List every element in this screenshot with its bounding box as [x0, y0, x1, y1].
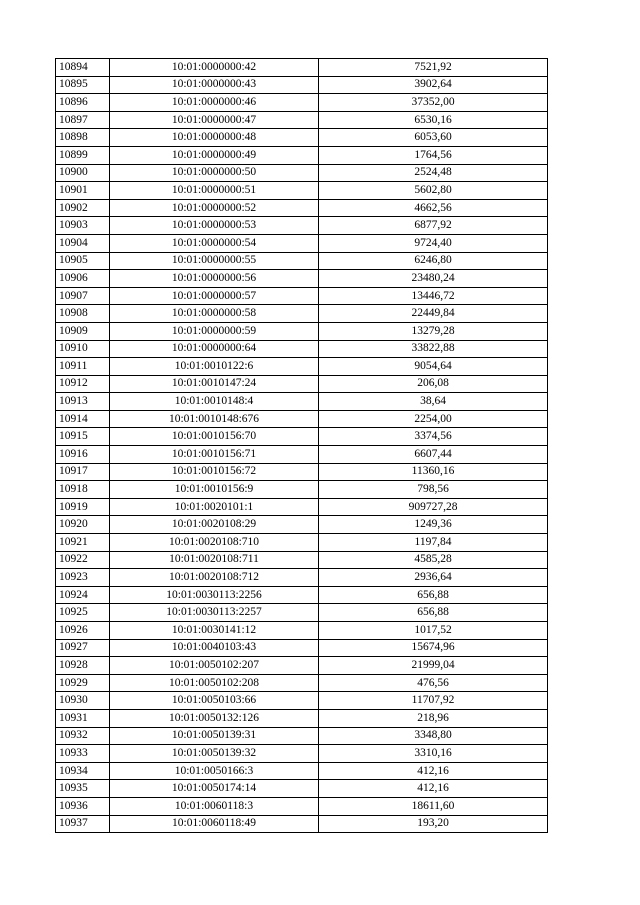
table-row	[56, 59, 548, 77]
table-row	[56, 709, 548, 727]
row-number-cell: 10903	[56, 217, 110, 235]
cadastral-number-cell: 10:01:0020101:1	[110, 498, 319, 516]
row-number-cell: 10896	[56, 94, 110, 112]
amount-cell: 9724,40	[319, 234, 548, 252]
cadastral-number-cell: 10:01:0000000:55	[110, 252, 319, 270]
cadastral-number-cell: 10:01:0060118:3	[110, 797, 319, 815]
amount-cell: 33822,88	[319, 340, 548, 358]
amount-cell: 18611,60	[319, 797, 548, 815]
cadastral-number-cell: 10:01:0050132:126	[110, 709, 319, 727]
cadastral-number-cell: 10:01:0050139:31	[110, 727, 319, 745]
cadastral-number-cell: 10:01:0000000:46	[110, 94, 319, 112]
cadastral-number-cell: 10:01:0020108:29	[110, 516, 319, 534]
table-row	[56, 762, 548, 780]
amount-cell: 4662,56	[319, 199, 548, 217]
row-number-cell: 10918	[56, 481, 110, 499]
amount-cell: 13446,72	[319, 287, 548, 305]
amount-cell: 1197,84	[319, 534, 548, 552]
row-number-cell: 10917	[56, 463, 110, 481]
amount-cell: 2524,48	[319, 164, 548, 182]
cadastral-number-cell: 10:01:0000000:50	[110, 164, 319, 182]
cadastral-number-cell: 10:01:0040103:43	[110, 639, 319, 657]
cadastral-number-cell: 10:01:0050102:207	[110, 657, 319, 675]
table-row	[56, 182, 548, 200]
row-number-cell: 10909	[56, 322, 110, 340]
cadastral-number-cell: 10:01:0010156:71	[110, 446, 319, 464]
amount-cell: 1017,52	[319, 622, 548, 640]
cadastral-number-cell: 10:01:0050103:66	[110, 692, 319, 710]
amount-cell: 1249,36	[319, 516, 548, 534]
table-row	[56, 287, 548, 305]
amount-cell: 206,08	[319, 375, 548, 393]
amount-cell: 37352,00	[319, 94, 548, 112]
table-row	[56, 815, 548, 833]
data-table	[55, 58, 548, 833]
amount-cell: 11707,92	[319, 692, 548, 710]
amount-cell: 4585,28	[319, 551, 548, 569]
row-number-cell: 10937	[56, 815, 110, 833]
row-number-cell: 10936	[56, 797, 110, 815]
amount-cell: 3348,80	[319, 727, 548, 745]
table-row	[56, 481, 548, 499]
row-number-cell: 10934	[56, 762, 110, 780]
row-number-cell: 10914	[56, 410, 110, 428]
table-row	[56, 498, 548, 516]
cadastral-number-cell: 10:01:0020108:711	[110, 551, 319, 569]
amount-cell: 38,64	[319, 393, 548, 411]
row-number-cell: 10904	[56, 234, 110, 252]
cadastral-number-cell: 10:01:0000000:49	[110, 146, 319, 164]
amount-cell: 193,20	[319, 815, 548, 833]
cadastral-number-cell: 10:01:0030113:2256	[110, 586, 319, 604]
amount-cell: 656,88	[319, 586, 548, 604]
amount-cell: 2936,64	[319, 569, 548, 587]
table-row	[56, 622, 548, 640]
amount-cell: 1764,56	[319, 146, 548, 164]
table-row	[56, 76, 548, 94]
amount-cell: 3374,56	[319, 428, 548, 446]
table-row	[56, 780, 548, 798]
cadastral-number-cell: 10:01:0050139:32	[110, 745, 319, 763]
table-row	[56, 727, 548, 745]
row-number-cell: 10932	[56, 727, 110, 745]
cadastral-number-cell: 10:01:0000000:47	[110, 111, 319, 129]
row-number-cell: 10915	[56, 428, 110, 446]
table-row	[56, 234, 548, 252]
row-number-cell: 10895	[56, 76, 110, 94]
amount-cell: 5602,80	[319, 182, 548, 200]
row-number-cell: 10935	[56, 780, 110, 798]
table-row	[56, 393, 548, 411]
table-row	[56, 604, 548, 622]
row-number-cell: 10905	[56, 252, 110, 270]
amount-cell: 6877,92	[319, 217, 548, 235]
cadastral-number-cell: 10:01:0050174:14	[110, 780, 319, 798]
table-row	[56, 569, 548, 587]
amount-cell: 13279,28	[319, 322, 548, 340]
row-number-cell: 10910	[56, 340, 110, 358]
table-row	[56, 94, 548, 112]
amount-cell: 218,96	[319, 709, 548, 727]
table-row	[56, 692, 548, 710]
row-number-cell: 10913	[56, 393, 110, 411]
table-row	[56, 322, 548, 340]
table-row	[56, 199, 548, 217]
table-row	[56, 534, 548, 552]
row-number-cell: 10899	[56, 146, 110, 164]
cadastral-number-cell: 10:01:0010122:6	[110, 358, 319, 376]
table-row	[56, 340, 548, 358]
amount-cell: 656,88	[319, 604, 548, 622]
row-number-cell: 10898	[56, 129, 110, 147]
table-row	[56, 516, 548, 534]
row-number-cell: 10931	[56, 709, 110, 727]
table-row	[56, 146, 548, 164]
table-row	[56, 270, 548, 288]
table-row	[56, 674, 548, 692]
cadastral-number-cell: 10:01:0010148:4	[110, 393, 319, 411]
amount-cell: 22449,84	[319, 305, 548, 323]
amount-cell: 6530,16	[319, 111, 548, 129]
row-number-cell: 10923	[56, 569, 110, 587]
table-row	[56, 164, 548, 182]
amount-cell: 15674,96	[319, 639, 548, 657]
table-row	[56, 446, 548, 464]
row-number-cell: 10897	[56, 111, 110, 129]
row-number-cell: 10907	[56, 287, 110, 305]
cadastral-number-cell: 10:01:0000000:59	[110, 322, 319, 340]
row-number-cell: 10933	[56, 745, 110, 763]
cadastral-number-cell: 10:01:0000000:48	[110, 129, 319, 147]
table-row	[56, 410, 548, 428]
amount-cell: 909727,28	[319, 498, 548, 516]
amount-cell: 21999,04	[319, 657, 548, 675]
table-row	[56, 129, 548, 147]
row-number-cell: 10902	[56, 199, 110, 217]
table-row	[56, 657, 548, 675]
amount-cell: 7521,92	[319, 59, 548, 77]
table-row	[56, 305, 548, 323]
cadastral-number-cell: 10:01:0010156:72	[110, 463, 319, 481]
cadastral-number-cell: 10:01:0000000:42	[110, 59, 319, 77]
table-row	[56, 463, 548, 481]
row-number-cell: 10925	[56, 604, 110, 622]
amount-cell: 412,16	[319, 762, 548, 780]
table-row	[56, 111, 548, 129]
cadastral-number-cell: 10:01:0000000:64	[110, 340, 319, 358]
cadastral-number-cell: 10:01:0000000:58	[110, 305, 319, 323]
amount-cell: 6246,80	[319, 252, 548, 270]
table-row	[56, 797, 548, 815]
row-number-cell: 10930	[56, 692, 110, 710]
row-number-cell: 10927	[56, 639, 110, 657]
cadastral-number-cell: 10:01:0050102:208	[110, 674, 319, 692]
cadastral-number-cell: 10:01:0000000:53	[110, 217, 319, 235]
table-row	[56, 375, 548, 393]
table-row	[56, 428, 548, 446]
row-number-cell: 10900	[56, 164, 110, 182]
cadastral-number-cell: 10:01:0010156:9	[110, 481, 319, 499]
cadastral-number-cell: 10:01:0000000:52	[110, 199, 319, 217]
cadastral-number-cell: 10:01:0030113:2257	[110, 604, 319, 622]
row-number-cell: 10929	[56, 674, 110, 692]
row-number-cell: 10920	[56, 516, 110, 534]
cadastral-number-cell: 10:01:0050166:3	[110, 762, 319, 780]
cadastral-number-cell: 10:01:0010156:70	[110, 428, 319, 446]
row-number-cell: 10921	[56, 534, 110, 552]
table-row	[56, 745, 548, 763]
table-row	[56, 586, 548, 604]
cadastral-number-cell: 10:01:0010148:676	[110, 410, 319, 428]
amount-cell: 2254,00	[319, 410, 548, 428]
amount-cell: 6053,60	[319, 129, 548, 147]
cadastral-number-cell: 10:01:0020108:712	[110, 569, 319, 587]
row-number-cell: 10916	[56, 446, 110, 464]
amount-cell: 9054,64	[319, 358, 548, 376]
amount-cell: 23480,24	[319, 270, 548, 288]
row-number-cell: 10901	[56, 182, 110, 200]
table-row	[56, 639, 548, 657]
table-row	[56, 358, 548, 376]
row-number-cell: 10926	[56, 622, 110, 640]
row-number-cell: 10919	[56, 498, 110, 516]
table-body	[56, 59, 548, 833]
table-row	[56, 217, 548, 235]
amount-cell: 6607,44	[319, 446, 548, 464]
amount-cell: 3310,16	[319, 745, 548, 763]
cadastral-number-cell: 10:01:0000000:57	[110, 287, 319, 305]
amount-cell: 476,56	[319, 674, 548, 692]
row-number-cell: 10928	[56, 657, 110, 675]
cadastral-number-cell: 10:01:0010147:24	[110, 375, 319, 393]
amount-cell: 3902,64	[319, 76, 548, 94]
cadastral-number-cell: 10:01:0000000:54	[110, 234, 319, 252]
row-number-cell: 10911	[56, 358, 110, 376]
amount-cell: 11360,16	[319, 463, 548, 481]
table-row	[56, 551, 548, 569]
amount-cell: 798,56	[319, 481, 548, 499]
row-number-cell: 10912	[56, 375, 110, 393]
amount-cell: 412,16	[319, 780, 548, 798]
row-number-cell: 10908	[56, 305, 110, 323]
cadastral-number-cell: 10:01:0000000:43	[110, 76, 319, 94]
cadastral-number-cell: 10:01:0000000:56	[110, 270, 319, 288]
cadastral-number-cell: 10:01:0020108:710	[110, 534, 319, 552]
row-number-cell: 10922	[56, 551, 110, 569]
row-number-cell: 10924	[56, 586, 110, 604]
cadastral-number-cell: 10:01:0000000:51	[110, 182, 319, 200]
cadastral-number-cell: 10:01:0060118:49	[110, 815, 319, 833]
table-row	[56, 252, 548, 270]
cadastral-number-cell: 10:01:0030141:12	[110, 622, 319, 640]
row-number-cell: 10906	[56, 270, 110, 288]
row-number-cell: 10894	[56, 59, 110, 77]
